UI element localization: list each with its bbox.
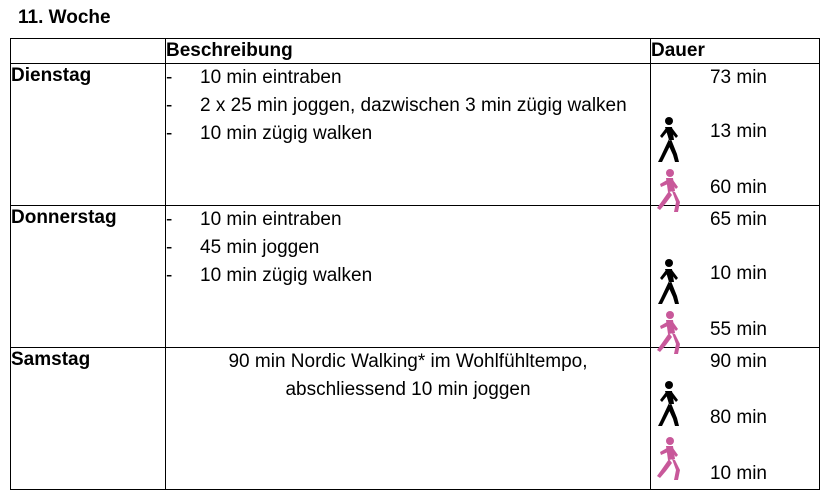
header-description: Beschreibung [166,39,651,64]
day-name: Samstag [11,348,166,490]
running-person-icon [655,436,681,482]
header-duration: Dauer [651,39,820,64]
header-day [11,39,166,64]
training-table [10,38,820,490]
description-line: 90 min Nordic Walking* im Wohlfühltempo, [228,351,588,372]
description-cell [166,348,651,490]
table-row [11,64,820,206]
total-duration: 65 min [709,209,767,230]
table-row [11,348,820,490]
run-duration: 60 min [709,177,767,198]
description-cell [166,64,651,206]
total-duration: 90 min [709,351,767,372]
duration-cell [651,206,820,348]
walking-person-icon [655,116,681,164]
run-duration: 10 min [709,463,767,484]
walk-duration: 13 min [709,121,767,142]
run-duration: 55 min [709,319,767,340]
walk-duration: 10 min [709,263,767,284]
table-row [11,206,820,348]
duration-cell [651,348,820,490]
list-item: - 10 min zügig walken [166,265,373,286]
description-cell [166,206,651,348]
list-item: - 10 min zügig walken [166,123,373,144]
walk-duration: 80 min [709,407,767,428]
list-item: - 10 min eintraben [166,209,342,230]
list-item: - 45 min joggen [166,237,320,258]
walking-person-icon [655,258,681,306]
list-item: - 2 x 25 min joggen, dazwischen 3 min zügig walken [166,95,627,116]
description-line: abschliessend 10 min joggen [285,379,531,400]
duration-cell [651,64,820,206]
table-header-row [11,39,820,64]
day-name: Donnerstag [11,206,166,348]
walking-person-icon [655,380,681,428]
page-title: 11. Woche [18,7,111,28]
list-item: - 10 min eintraben [166,67,342,88]
day-name: Dienstag [11,64,166,206]
total-duration: 73 min [709,67,767,88]
